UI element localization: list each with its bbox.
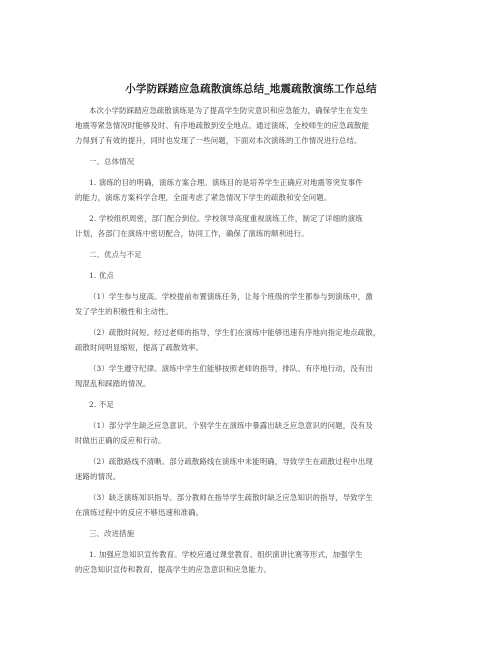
con-1-line-2: 时做出正确的反应和行动。 xyxy=(75,436,166,445)
pro-2-line-2: 疏散时间明显缩短，提高了疏散效率。 xyxy=(75,343,204,352)
con-2-line-2: 迷路的情况。 xyxy=(75,472,121,481)
intro-line-2: 地震等紧急情况时能够及时、有序地疏散到安全地点。通过演练，全校师生的应急疏散能 xyxy=(75,121,370,130)
overview-p2-line-1: 2. 学校组织周密，部门配合到位。学校领导高度重视演练工作，制定了详细的演练 xyxy=(89,214,363,223)
pro-1-line-2: 发了学生的积极性和主动性。 xyxy=(75,307,174,316)
section-heading-overview: 一、总体情况 xyxy=(89,157,135,166)
section-heading-pros-cons: 二、优点与不足 xyxy=(89,250,142,259)
overview-p1-line-2: 的能力，演练方案科学合理，全面考虑了紧急情况下学生的疏散和安全问题。 xyxy=(75,193,332,202)
overview-p1-line-1: 1. 演练的目的明确，演练方案合理。演练目的是培养学生正确应对地震等突发事件 xyxy=(89,178,363,187)
pro-3-line-1: （3）学生遵守纪律。演练中学生们能够按照老师的指导，排队、有序地行动，没有出 xyxy=(89,364,373,373)
con-1-line-1: （1）部分学生缺乏应急意识。个别学生在演练中暴露出缺乏应急意识的问题，没有及 xyxy=(89,421,373,430)
con-3-line-2: 在演练过程中的反应不够迅速和准确。 xyxy=(75,508,204,517)
pro-3-line-2: 现混乱和踩踏的情况。 xyxy=(75,379,151,388)
intro-line-3: 力得到了有效的提升，同时也发现了一些问题，下面对本次演练的工作情况进行总结。 xyxy=(75,136,362,145)
improvement-1-line-2: 的应急知识宣传和教育，提高学生的应急意识和应急能力。 xyxy=(75,565,272,574)
overview-p2-line-2: 计划，各部门在演练中密切配合，协同工作，确保了演练的顺利进行。 xyxy=(75,229,309,238)
con-2-line-1: （2）疏散路线不清晰。部分疏散路线在演练中未能明确，导致学生在疏散过程中出现 xyxy=(89,457,373,466)
con-3-line-1: （3）缺乏演练知识指导。部分教师在指导学生疏散时缺乏应急知识的指导，导致学生 xyxy=(89,493,373,502)
intro-line-1: 本次小学防踩踏应急疏散演练是为了提高学生防灾意识和应急能力，确保学生在发生 xyxy=(89,106,369,115)
pro-2-line-1: （2）疏散时间短。经过老师的指导，学生们在演练中能够迅速有序地向指定地点疏散， xyxy=(89,328,381,337)
subheading-cons: 2. 不足 xyxy=(89,400,114,409)
section-heading-improvements: 三、改进措施 xyxy=(89,529,135,538)
subheading-pros: 1. 优点 xyxy=(89,271,114,280)
improvement-1-line-1: 1. 加强应急知识宣传教育。学校应通过课堂教育、组织演讲比赛等形式，加强学生 xyxy=(89,550,363,559)
pro-1-line-1: （1）学生参与度高。学校提前布置演练任务，让每个班级的学生都参与到演练中，激 xyxy=(89,292,373,301)
document-title: 小学防踩踏应急疏散演练总结_地震疏散演练工作总结 xyxy=(125,83,377,95)
